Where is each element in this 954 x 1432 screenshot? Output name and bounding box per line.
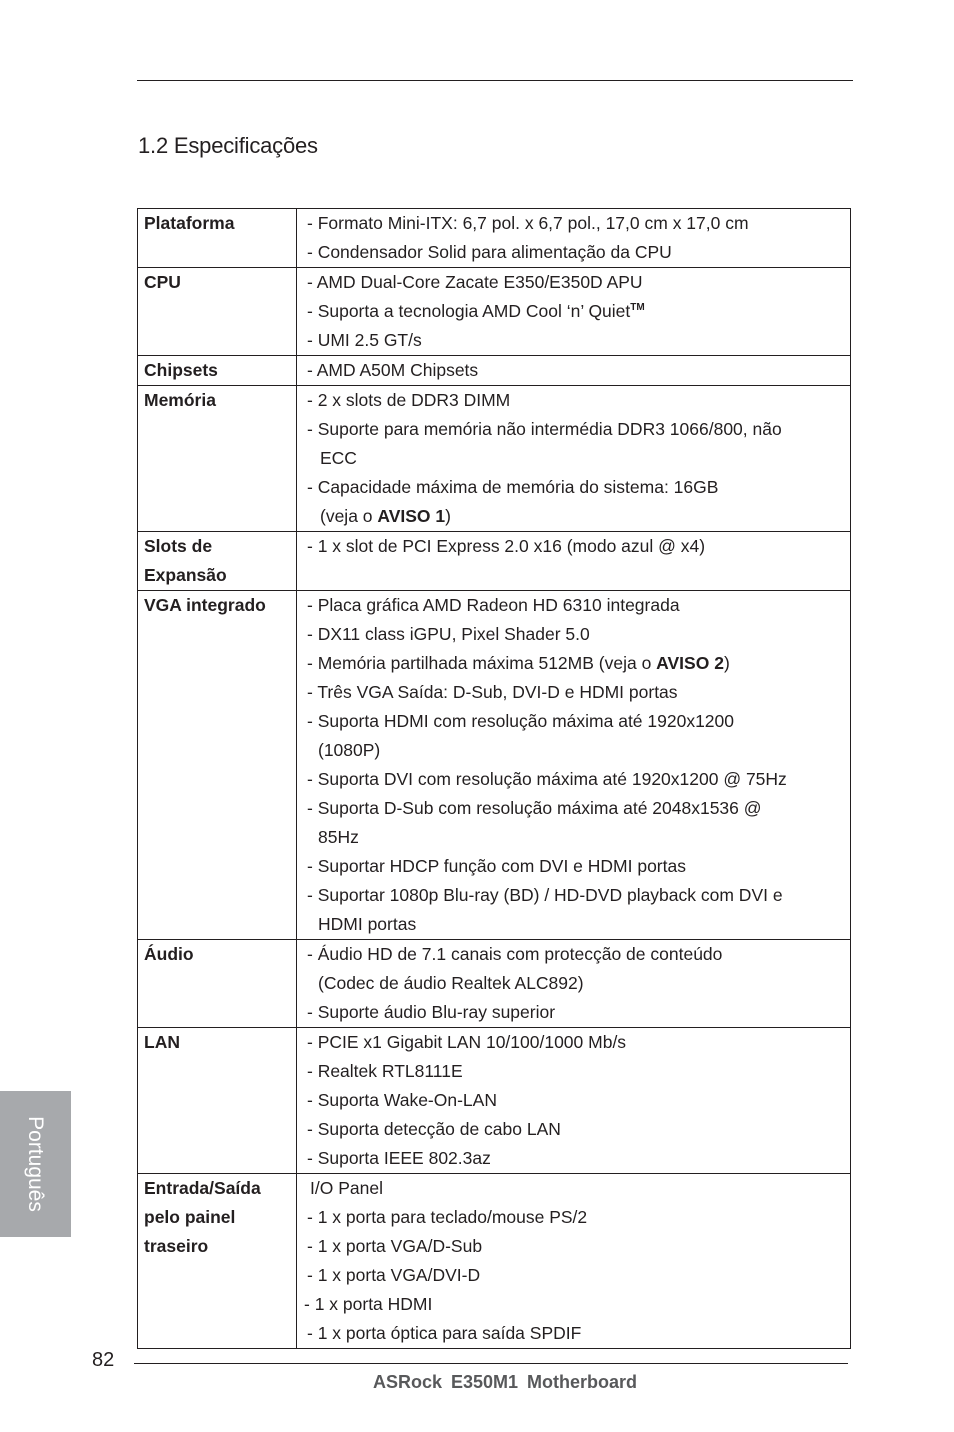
label-text: Plataforma <box>144 213 235 233</box>
table-row <box>138 591 851 940</box>
spec-line: ECC <box>320 448 357 468</box>
spec-table <box>137 208 851 1349</box>
spec-line: - Formato Mini-ITX: 6,7 pol. x 6,7 pol., 17,0 cm x 17,0 cm <box>307 213 749 233</box>
row-values <box>297 268 851 356</box>
spec-line: - 1 x porta VGA/D-Sub <box>307 1236 483 1256</box>
spec-line-text: ) <box>723 653 730 673</box>
spec-line <box>307 561 842 590</box>
row-label <box>138 591 297 940</box>
spec-line: - PCIE x1 Gigabit LAN 10/100/1000 Mb/s <box>307 1032 627 1052</box>
spec-line: - Suporte para memória não intermédia DDR3 1066/800, não <box>307 419 782 439</box>
spec-line: I/O Panel <box>310 1178 383 1198</box>
spec-line-text: ) <box>445 506 451 526</box>
spec-line-text: - Suporta a tecnologia AMD Cool ‘n’ Quiet <box>307 301 631 321</box>
row-values <box>297 386 851 532</box>
spec-line-text: - Memória partilhada máxima 512MB (veja o <box>307 653 657 673</box>
spec-line: 85Hz <box>318 827 359 847</box>
spec-line: - 1 x porta VGA/DVI-D <box>307 1265 481 1285</box>
spec-line: - Suporta detecção de cabo LAN <box>307 1119 561 1139</box>
spec-line: - Suportar HDCP função com DVI e HDMI portas <box>307 856 686 876</box>
spec-line: - Placa gráfica AMD Radeon HD 6310 integrada <box>307 595 680 615</box>
spec-line <box>307 502 842 531</box>
notice-ref: AVISO 1 <box>377 506 446 526</box>
spec-line: - Realtek RTL8111E <box>307 1061 463 1081</box>
row-label <box>138 940 297 1028</box>
spec-line: (Codec de áudio Realtek ALC892) <box>318 973 584 993</box>
spec-line <box>307 649 842 678</box>
row-label <box>138 356 297 386</box>
spec-line: - Suporta D-Sub com resolução máxima até 2048x1536 @ <box>307 798 762 818</box>
spec-line: - Suporte áudio Blu-ray superior <box>307 1002 556 1022</box>
label-text: Entrada/Saída <box>144 1178 261 1198</box>
spec-line: - Suportar 1080p Blu-ray (BD) / HD-DVD playback com DVI e <box>307 885 783 905</box>
table-row <box>138 1028 851 1174</box>
spec-line: - UMI 2.5 GT/s <box>307 330 422 350</box>
label-text: Áudio <box>144 944 194 964</box>
row-values <box>297 532 851 591</box>
row-values <box>297 940 851 1028</box>
spec-line: - 1 x porta para teclado/mouse PS/2 <box>307 1207 588 1227</box>
row-label <box>138 268 297 356</box>
spec-line: - Suporta Wake-On-LAN <box>307 1090 497 1110</box>
row-label <box>138 386 297 532</box>
spec-line: - 1 x slot de PCI Express 2.0 x16 (modo azul @ x4) <box>307 536 706 556</box>
row-label <box>138 1174 297 1349</box>
language-side-tab <box>0 1091 71 1237</box>
spec-line: (1080P) <box>318 740 381 760</box>
label-text: Slots de <box>144 536 213 556</box>
spec-line: - Áudio HD de 7.1 canais com protecção de conteúdo <box>307 944 723 964</box>
spec-line: - AMD A50M Chipsets <box>307 360 479 380</box>
label-text: VGA integrado <box>144 595 266 615</box>
label-text: Chipsets <box>144 360 218 380</box>
table-row <box>138 268 851 356</box>
row-values <box>297 356 851 386</box>
top-rule <box>137 80 853 81</box>
label-text: Expansão <box>144 565 227 585</box>
table-row <box>138 940 851 1028</box>
spec-line: - AMD Dual-Core Zacate E350/E350D APU <box>307 272 643 292</box>
section-title: 1.2 Especificações <box>138 133 318 158</box>
spec-line: - 2 x slots de DDR3 DIMM <box>307 390 511 410</box>
row-label <box>138 209 297 268</box>
spec-line: - Suporta DVI com resolução máxima até 1920x1200 @ 75Hz <box>307 769 787 789</box>
table-row <box>138 1174 851 1349</box>
spec-line: - Capacidade máxima de memória do sistema: 16GB <box>307 477 719 497</box>
bottom-rule <box>134 1363 848 1364</box>
row-label <box>138 532 297 591</box>
page-number: 82 <box>92 1349 115 1371</box>
notice-ref: AVISO 2 <box>656 653 724 673</box>
spec-line-text: (veja o <box>320 506 378 526</box>
trademark-mark: TM <box>630 302 645 313</box>
spec-line: - 1 x porta óptica para saída SPDIF <box>307 1323 582 1343</box>
table-row <box>138 532 851 591</box>
label-text: CPU <box>144 272 181 292</box>
table-row <box>138 386 851 532</box>
table-row <box>138 209 851 268</box>
footer-title: ASRock E350M1 Motherboard <box>372 1372 638 1392</box>
spec-line: - Suporta HDMI com resolução máxima até 1920x1200 <box>307 711 735 731</box>
spec-line: - 1 x porta HDMI <box>304 1294 433 1314</box>
spec-line: - Suporta IEEE 802.3az <box>307 1148 491 1168</box>
label-text: traseiro <box>144 1236 209 1256</box>
label-text: pelo painel <box>144 1207 236 1227</box>
label-text: Memória <box>144 390 216 410</box>
table-row <box>138 356 851 386</box>
row-values <box>297 591 851 940</box>
spec-line <box>307 297 842 326</box>
row-values <box>297 1028 851 1174</box>
label-text: LAN <box>144 1032 180 1052</box>
row-label <box>138 1028 297 1174</box>
spec-line: - DX11 class iGPU, Pixel Shader 5.0 <box>307 624 590 644</box>
spec-line: - Três VGA Saída: D-Sub, DVI-D e HDMI portas <box>307 682 678 702</box>
language-label: Português <box>24 1116 47 1212</box>
row-values <box>297 209 851 268</box>
spec-line: HDMI portas <box>318 914 417 934</box>
row-values <box>297 1174 851 1349</box>
spec-line: - Condensador Solid para alimentação da CPU <box>307 242 672 262</box>
